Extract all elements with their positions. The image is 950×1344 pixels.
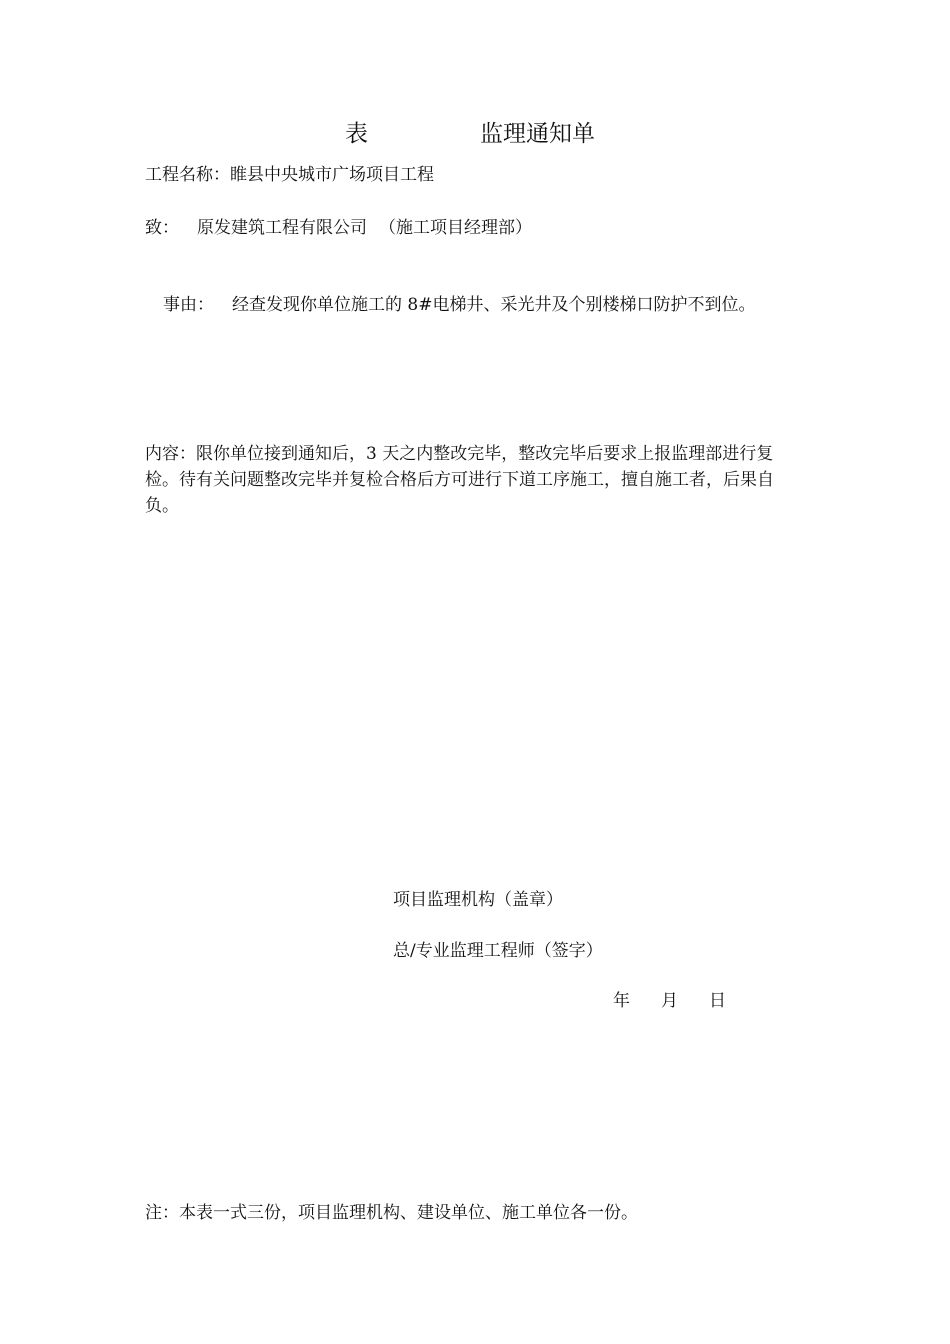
recipient-company: 原发建筑工程有限公司 bbox=[197, 218, 367, 238]
recipient-label: 致： bbox=[145, 218, 179, 238]
recipient-row bbox=[145, 216, 532, 240]
reason-label: 事由： bbox=[163, 295, 214, 315]
date-day: 日 bbox=[709, 991, 726, 1011]
project-name-value: 睢县中央城市广场项目工程 bbox=[230, 165, 434, 185]
reason-row bbox=[163, 293, 755, 317]
footer-note: 注：本表一式三份，项目监理机构、建设单位、施工单位各一份。 bbox=[145, 1203, 638, 1223]
reason-text: 经查发现你单位施工的 8#电梯井、采光井及个别楼梯口防护不到位。 bbox=[232, 295, 756, 315]
content-label: 内容： bbox=[145, 444, 196, 464]
recipient-department: （施工项目经理部） bbox=[379, 218, 532, 238]
title-prefix: 表 bbox=[345, 121, 368, 147]
content-text: 限你单位接到通知后，3 天之内整改完毕，整改完毕后要求上报监理部进行复检。待有关问题整改完毕并复检合格后方可进行下道工序施工，擅自施工者，后果自负。 bbox=[145, 444, 774, 516]
date-month: 月 bbox=[661, 991, 678, 1011]
title-main: 监理通知单 bbox=[480, 121, 595, 147]
engineer-sign-line: 总/专业监理工程师（签字） bbox=[393, 941, 603, 961]
date-line bbox=[613, 989, 726, 1013]
project-name-label: 工程名称： bbox=[145, 165, 230, 185]
project-name-row bbox=[145, 163, 434, 187]
document-title bbox=[0, 118, 950, 150]
content-paragraph bbox=[145, 441, 805, 519]
org-seal-line: 项目监理机构（盖章） bbox=[393, 890, 563, 910]
date-year: 年 bbox=[613, 991, 630, 1011]
